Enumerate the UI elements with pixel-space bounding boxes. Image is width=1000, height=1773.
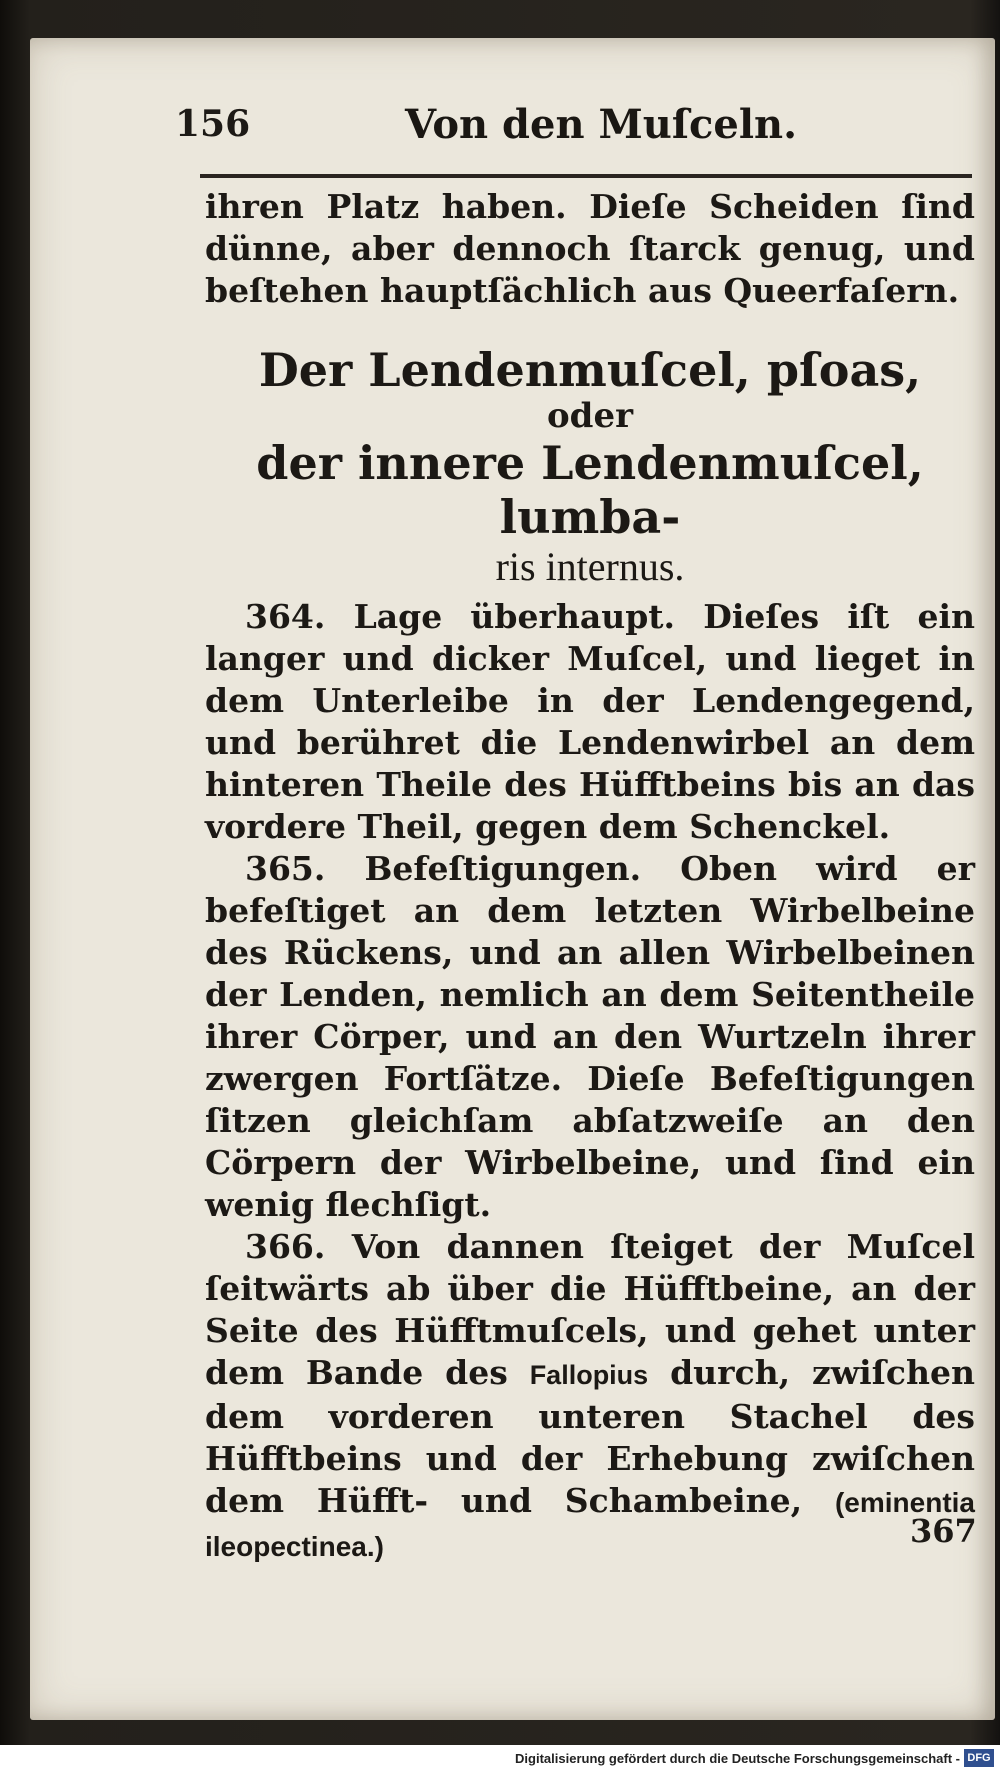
page-body [205, 186, 975, 1568]
paragraph-364 [205, 596, 975, 848]
catchword: 367 [910, 1512, 977, 1550]
paragraph-number: 364. [245, 597, 326, 636]
paragraph-text: Oben wird er befeſtiget an dem letzten Wirbelbeine des Rückens, und an allen Wirbelbeinen der Lenden, nemlich an dem Seitentheile ihrer Cörper, und an den Wurtzeln ihrer zwergen Fortſätze. Dieſe Befeſtigungen ſitzen gleichſam abſatzweiſe an den Cörpern der Wirbelbeine, und ſind ein wenig flechſigt. [205, 849, 975, 1224]
dfg-logo: DFG [964, 1749, 994, 1767]
heading-line-3: der innere Lendenmuſcel, lumba- [256, 436, 924, 544]
page-number: 156 [175, 103, 251, 145]
paragraph-number: 365. [245, 849, 326, 888]
paragraph-365 [205, 848, 975, 1226]
intro-paragraph: ihren Platz haben. Dieſe Scheiden ſind dünne, aber dennoch ſtarck genug, und beſtehen hauptſächlich aus Queerfaſern. [205, 187, 975, 310]
paragraph-rubric: Befeſtigungen. [364, 849, 642, 888]
paragraph-text: Dieſes iſt ein langer und dicker Muſcel, und lieget in dem Unterleibe in der Lendengegend, und berühret die Lendenwirbel an dem hinteren Theile des Hüfftbeins bis an das vordere Theil, gegen dem Schenckel. [205, 597, 975, 846]
section-heading [205, 344, 975, 590]
heading-line-1: Der Lendenmuſcel, pſoas, [258, 343, 922, 397]
heading-line-2: oder [547, 396, 633, 436]
paragraph-366 [205, 1226, 975, 1568]
header-rule [200, 174, 972, 178]
paragraph-rubric: Lage überhaupt. [353, 597, 676, 636]
heading-line-4: ris internus. [495, 544, 685, 589]
paragraph-text: Von dannen ſteiget der Muſcel ſeitwärts ab über die Hüfftbeine, an der Seite des Hüfftmuſcels, und gehet unter dem Bande des [205, 1227, 975, 1392]
paragraph-text: durch, zwiſchen dem vorderen unteren Stachel des Hüfftbeins und der Erhebung zwiſchen dem Hüfft- und Schambeine, [205, 1353, 975, 1520]
footer-credit: Digitalisierung gefördert durch die Deutsche Forschungsgemeinschaft - [515, 1751, 960, 1766]
latin-term: (eminentia ileopectinea.) [205, 1487, 975, 1562]
running-head: Von den Muſceln. [405, 101, 798, 148]
paragraph-number: 366. [245, 1227, 326, 1266]
latin-name: Fallopius [529, 1360, 649, 1390]
page-header [175, 95, 970, 175]
footer-bar [0, 1745, 1000, 1773]
